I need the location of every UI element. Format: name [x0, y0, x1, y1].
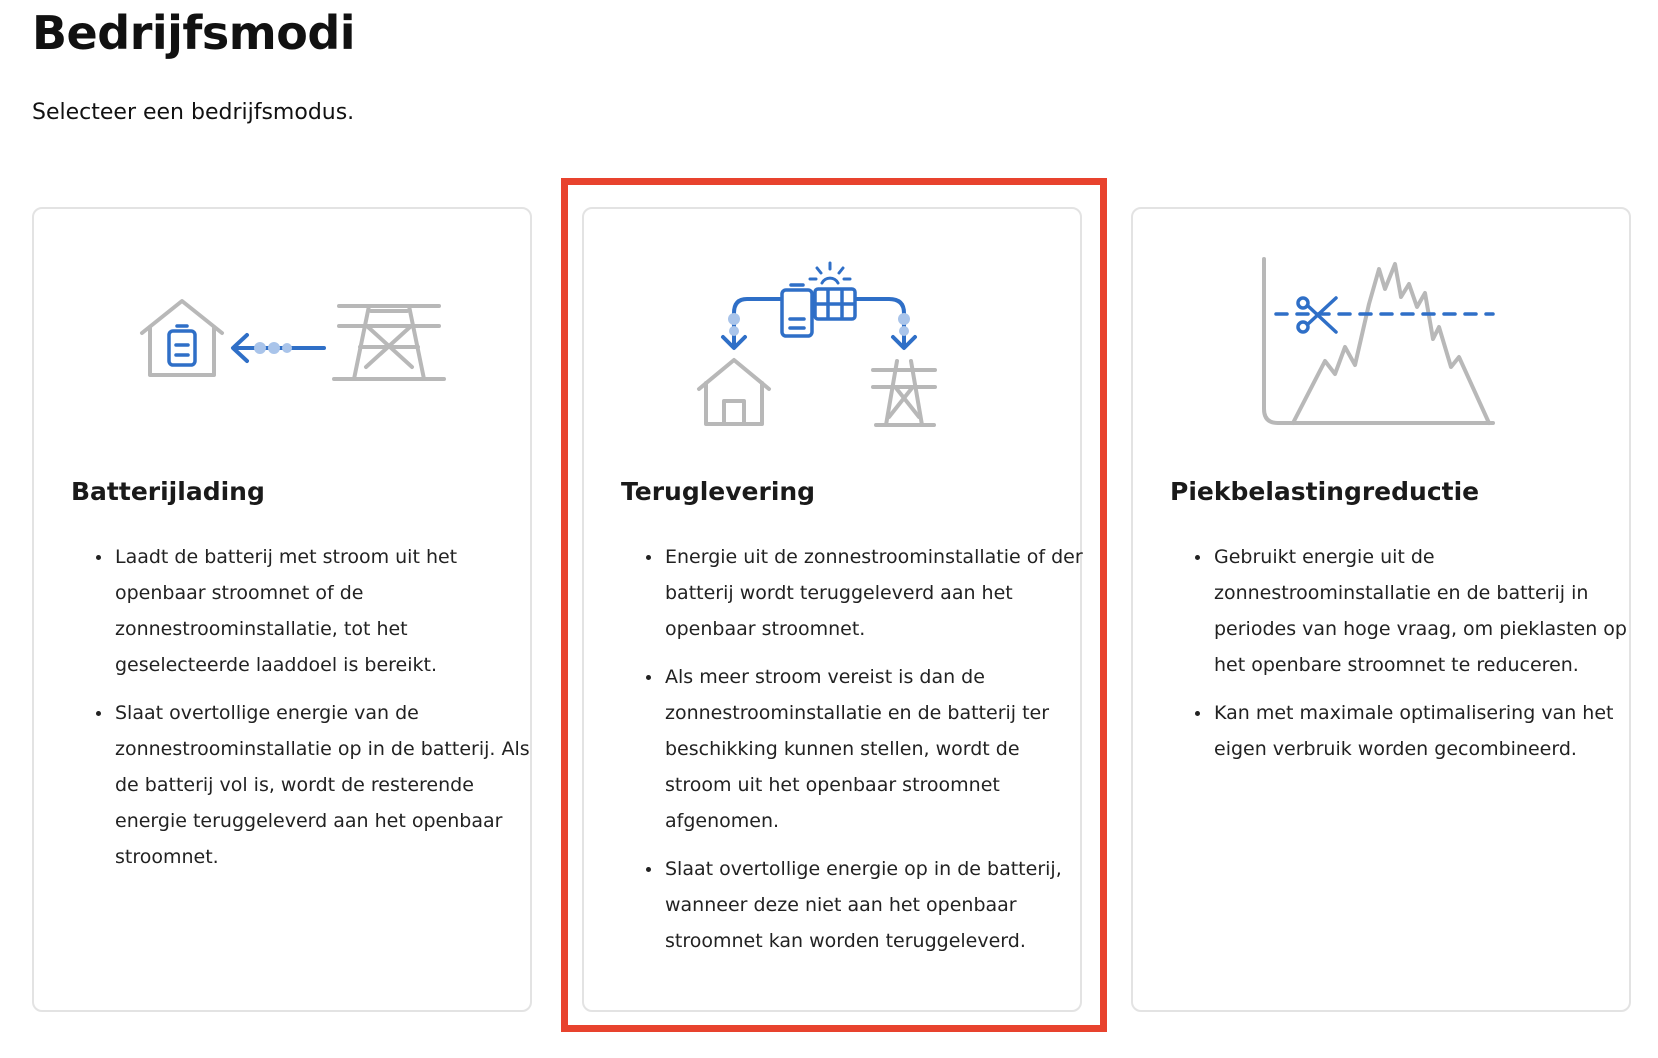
peak-shaving-icon: [1133, 249, 1629, 439]
list-item: • Slaat overtollige energie op in de batterij, wanneer deze niet aan het openbaar stroomnet kan worden teruggeleverd.: [663, 851, 1083, 959]
mode-card-batterijlading[interactable]: [32, 207, 532, 1012]
list-item: • Gebruikt energie uit de zonnestroominstallatie en de batterij in periodes van hoge vraag, om pieklasten op het openbare stroomnet te reduceren.: [1212, 539, 1632, 683]
mode-description-list: [71, 539, 533, 887]
list-item: • Energie uit de zonnestroominstallatie of der batterij wordt teruggeleverd aan het openbaar stroomnet.: [663, 539, 1083, 647]
list-item: • Laadt de batterij met stroom uit het openbaar stroomnet of de zonnestroominstallatie, tot het geselecteerde laaddoel is bereikt.: [113, 539, 533, 683]
mode-description-list: [621, 539, 1083, 971]
page-subtitle: Selecteer een bedrijfsmodus.: [32, 100, 355, 125]
list-item: • Kan met maximale optimalisering van het eigen verbruik worden gecombineerd.: [1212, 695, 1632, 767]
list-item: • Als meer stroom vereist is dan de zonnestroominstallatie en de batterij ter beschikking kunnen stellen, wordt de stroom uit het openbaar stroomnet afgenomen.: [663, 659, 1083, 839]
mode-title: Teruglevering: [621, 477, 816, 506]
mode-card-piekbelastingreductie[interactable]: [1131, 207, 1631, 1012]
list-item: • Slaat overtollige energie van de zonnestroominstallatie op in de batterij. Als de batterij vol is, wordt de resterende energie teruggeleverd aan het openbaar stroomnet.: [113, 695, 533, 875]
battery-charging-from-grid-icon: [34, 249, 530, 439]
page-title: Bedrijfsmodi: [32, 6, 356, 60]
feed-in-to-grid-icon: [584, 249, 1080, 439]
mode-title: Piekbelastingreductie: [1170, 477, 1480, 506]
mode-card-teruglevering[interactable]: [582, 207, 1082, 1012]
mode-title: Batterijlading: [71, 477, 265, 506]
mode-description-list: [1170, 539, 1632, 779]
